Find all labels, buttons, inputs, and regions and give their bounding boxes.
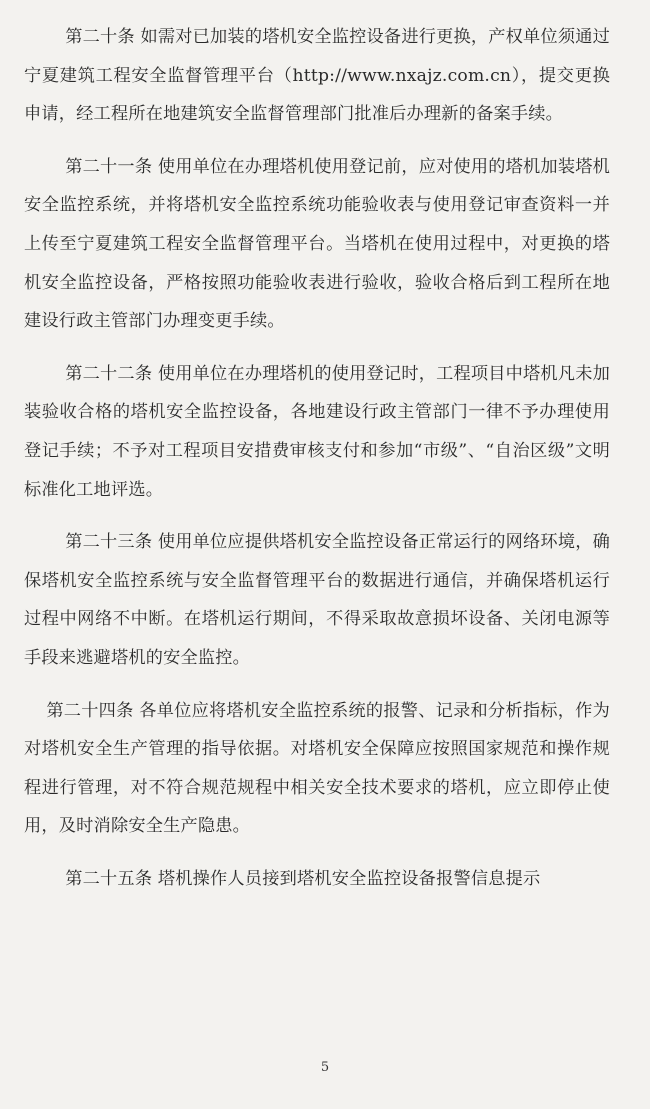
article-25: 第二十五条 塔机操作人员接到塔机安全监控设备报警信息提示 xyxy=(65,868,541,889)
article-20: 第二十条 如需对已加装的塔机安全监控设备进行更换，产权单位须通过宁夏建筑工程安全监督管理平台（http://www.nxajz.com.cn），提交更换申请，经工程所在地建筑安全监督管理部门批准后办理新的备案手续。 xyxy=(24,27,610,125)
article-24: 第二十四条 各单位应将塔机安全监控系统的报警、记录和分析指标，作为对塔机安全生产管理的指导依据。对塔机安全保障应按照国家规范和操作规程进行管理，对不符合规范规程中相关安全技术要求的塔机，应立即停止使用，及时消除安全生产隐患。 xyxy=(24,700,610,837)
article-22: 第二十二条 使用单位在办理塔机的使用登记时，工程项目中塔机凡未加装验收合格的塔机安全监控设备，各地建设行政主管部门一律不予办理使用登记手续；不予对工程项目安措费审核支付和参加“市级”、“自治区级”文明标准化工地评选。 xyxy=(24,363,610,500)
article-23: 第二十三条 使用单位应提供塔机安全监控设备正常运行的网络环境，确保塔机安全监控系统与安全监督管理平台的数据进行通信，并确保塔机运行过程中网络不中断。在塔机运行期间，不得采取故意损坏设备、关闭电源等手段来逃避塔机的安全监控。 xyxy=(24,532,610,668)
article-21: 第二十一条 使用单位在办理塔机使用登记前，应对使用的塔机加装塔机安全监控系统，并将塔机安全监控系统功能验收表与使用登记审查资料一并上传至宁夏建筑工程安全监督管理平台。当塔机在使用过程中，对更换的塔机安全监控设备，严格按照功能验收表进行验收，验收合格后到工程所在地建设行政主管部门办理变更手续。 xyxy=(24,156,610,332)
page-number: 5 xyxy=(320,1060,330,1075)
